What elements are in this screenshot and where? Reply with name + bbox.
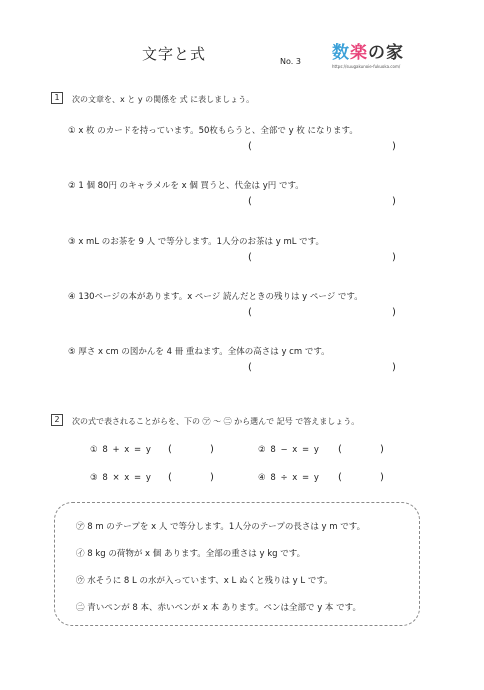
site-logo (332, 38, 404, 69)
question-2-instruction: 次の式で表されることがらを、下の ㋐ 〜 ㊁ から選んで 記号 で答えましょう。 (72, 417, 360, 426)
equation-mark: ① (90, 445, 99, 455)
q1-item-5 (68, 345, 330, 357)
equation-expr: 8 ÷ x = y (270, 473, 320, 483)
answer-paren-close: ) (380, 444, 384, 455)
choice-text: 8 kg の荷物が x 個 あります。全部の重さは y kg です。 (87, 549, 306, 559)
answer-paren-open: ( (248, 252, 252, 263)
q1-item-1 (68, 124, 358, 136)
equation-mark: ④ (258, 473, 267, 483)
choice-text: 8 m のテープを x 人 で等分します。1人分のテープの長さは y m です。 (87, 522, 366, 532)
item-mark: ① (68, 126, 76, 136)
item-mark: ④ (68, 292, 76, 302)
answer-paren-close: ) (380, 472, 384, 483)
answer-paren-close: ) (392, 141, 396, 152)
logo-char-2: 楽 (350, 43, 368, 63)
answer-paren-open: ( (168, 444, 172, 455)
question-1-number: 1 (51, 92, 63, 104)
q1-item-3 (68, 235, 324, 247)
page-title: 文字と式 (142, 45, 207, 63)
answer-paren-close: ) (392, 196, 396, 207)
equation-mark: ③ (90, 473, 99, 483)
item-text: 130ページの本があります。x ページ 読んだときの残りは y ページ です。 (78, 292, 363, 302)
question-2-number: 2 (51, 414, 63, 426)
answer-paren-close: ) (392, 252, 396, 263)
logo-char-3: の家 (368, 43, 404, 63)
answer-paren-close: ) (210, 444, 214, 455)
q2-equation-4 (258, 473, 320, 483)
item-mark: ③ (68, 237, 76, 247)
choice-text: 水そうに 8 L の水が入っています、x L ぬくと残りは y L です。 (87, 576, 333, 586)
choice-mark: ㋐ (76, 522, 85, 532)
choice-mark: ㋑ (76, 549, 85, 559)
logo-char-1: 数 (332, 43, 350, 63)
choice-i (76, 547, 305, 559)
answer-paren-close: ) (210, 472, 214, 483)
answer-paren-open: ( (168, 472, 172, 483)
item-text: 厚さ x cm の図かんを 4 冊 重ねます。全体の高さは y cm です。 (78, 347, 330, 357)
answer-paren-close: ) (392, 362, 396, 373)
answer-paren-open: ( (338, 444, 342, 455)
equation-expr: 8 + x = y (102, 445, 152, 455)
equation-expr: 8 − x = y (270, 445, 320, 455)
answer-paren-open: ( (248, 196, 252, 207)
q2-equation-3 (90, 473, 152, 483)
choice-text: 青いペンが 8 本、赤いペンが x 本 あります。ペンは全部で y 本 です。 (87, 603, 361, 613)
item-mark: ⑤ (68, 347, 76, 357)
choice-mark: ㋒ (76, 576, 85, 586)
choice-mark: ㊁ (76, 603, 85, 613)
item-text: x mL のお茶を 9 人 で等分します。1人分のお茶は y mL です。 (78, 237, 324, 247)
answer-paren-open: ( (248, 362, 252, 373)
item-mark: ② (68, 181, 76, 191)
sheet-number: No. 3 (280, 57, 301, 66)
q2-equation-1 (90, 445, 152, 455)
choice-a (76, 520, 365, 532)
answer-paren-close: ) (392, 307, 396, 318)
answer-paren-open: ( (248, 141, 252, 152)
q1-item-2 (68, 179, 304, 191)
choice-e (76, 601, 361, 613)
item-text: x 枚 のカードを持っています。50枚もらうと、全部で y 枚 になります。 (78, 126, 358, 136)
q2-equation-2 (258, 445, 320, 455)
item-text: 1 個 80円 のキャラメルを x 個 買うと、代金は y円 です。 (78, 181, 304, 191)
answer-paren-open: ( (338, 472, 342, 483)
choice-u (76, 574, 333, 586)
answer-paren-open: ( (248, 307, 252, 318)
equation-expr: 8 × x = y (102, 473, 152, 483)
q1-item-4 (68, 290, 363, 302)
equation-mark: ② (258, 445, 267, 455)
question-1-instruction: 次の文章を、x と y の関係を 式 に表しましょう。 (72, 95, 255, 104)
logo-url: https://suugakunoie-fukuoka.com/ (332, 64, 401, 69)
